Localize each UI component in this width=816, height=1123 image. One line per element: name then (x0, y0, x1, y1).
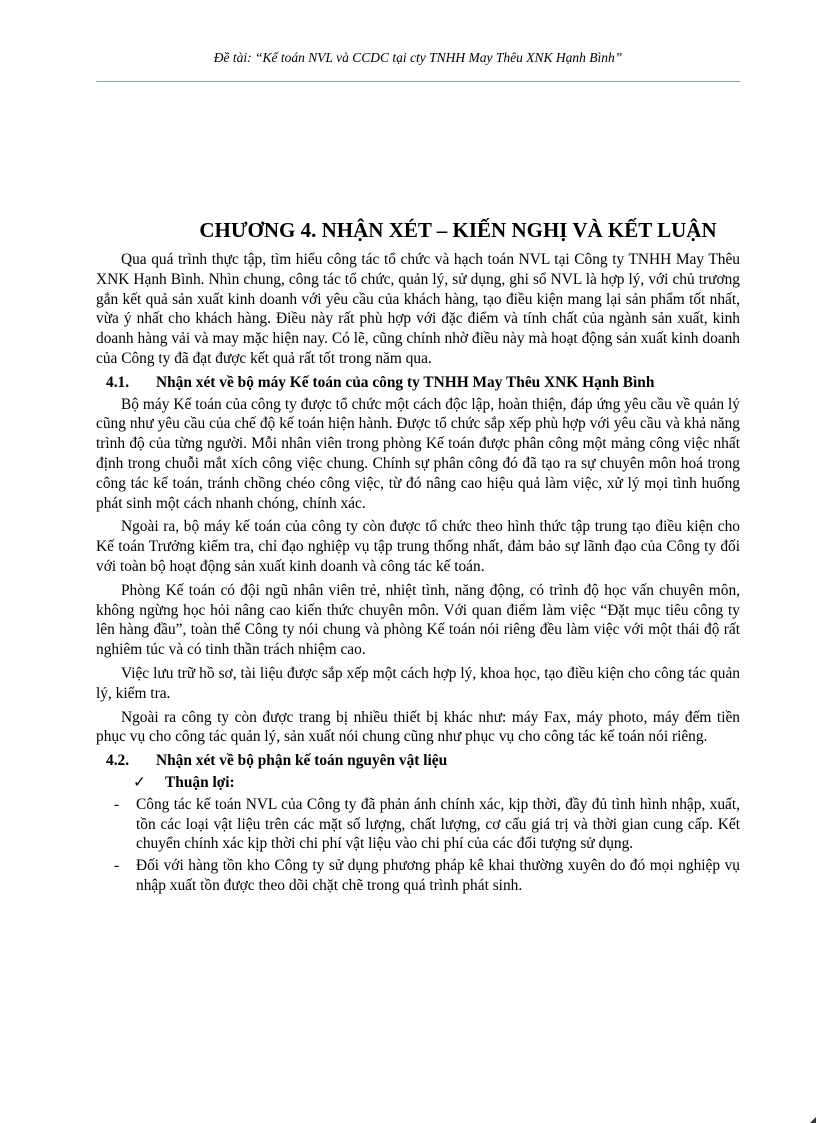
section-heading-4-2 (96, 751, 740, 771)
list-item-text: Công tác kế toán NVL của Công ty đã phản ánh chính xác, kịp thời, đầy đủ tình hình nhập, xuất, tồn các loại vật liệu trên các mặt số lượng, chất lượng, cơ cấu giá trị và thời gian cung cấp. Kết chuyển chính xác kịp thời chi phí vật liệu vào chi phí của các đối tượng sử dụng. (136, 795, 740, 853)
subheading-label: Thuận lợi: (165, 773, 235, 791)
section-number: 4.2. (106, 752, 130, 770)
chapter-title: CHƯƠNG 4. NHẬN XÉT – KIẾN NGHỊ VÀ KẾT LUẬN (199, 218, 717, 242)
section-title: Nhận xét về bộ máy Kế toán của công ty TNHH May Thêu XNK Hạnh Bình (156, 373, 655, 391)
running-header: Đề tài: “Kế toán NVL và CCDC tại cty TNHH May Thêu XNK Hạnh Bình” (213, 50, 623, 65)
checkmark-icon: ✓ (133, 773, 146, 791)
subheading-advantages (96, 773, 740, 793)
paragraph: Việc lưu trữ hồ sơ, tài liệu được sắp xếp một cách hợp lý, khoa học, tạo điều kiện cho công tác quản lý, kiểm tra. (96, 664, 740, 702)
paragraph: Bộ máy Kế toán của công ty được tổ chức một cách độc lập, hoàn thiện, đáp ứng yêu cầu về quản lý cũng như yêu cầu của chế độ kế toán hiện hành. Được tổ chức sắp xếp phù hợp với yêu cầu và khả năng trình độ của từng người. Mỗi nhân viên trong phòng Kế toán được phân công một mảng công việc nhất định trong chuỗi mắt xích công việc chung. Chính sự phân công đó đã tạo ra sự chuyên môn hoá trong công tác kế toán, tránh chồng chéo công việc, từ đó nâng cao hiệu quả làm việc, xử lý mọi tình huống phát sinh một cách nhanh chóng, chính xác. (96, 395, 740, 512)
dash-bullet-icon: - (114, 857, 120, 875)
dash-bullet-icon: - (114, 795, 120, 813)
paragraph: Ngoài ra, bộ máy kế toán của công ty còn được tổ chức theo hình thức tập trung tạo điều kiện cho Kế toán Trưởng kiểm tra, chỉ đạo nghiệp vụ tập trung thống nhất, đảm bảo sự lãnh đạo của Công ty đối với toàn bộ hoạt động sản xuất kinh doanh và công tác kế toán. (96, 518, 740, 575)
paragraph: Phòng Kế toán có đội ngũ nhân viên trẻ, nhiệt tình, năng động, có trình độ học vấn chuyên môn, không ngừng học hỏi nâng cao kiến thức chuyên môn. Với quan điểm làm việc “Đặt mục tiêu công ty lên hàng đầu”, toàn thể Công ty nói chung và phòng Kế toán nói riêng đều làm việc với một thái độ rất nghiêm túc và có tinh thần trách nhiệm cao. (96, 581, 740, 659)
section-heading-4-1 (96, 373, 740, 393)
paragraph: Ngoài ra công ty còn được trang bị nhiều thiết bị khác như: máy Fax, máy photo, máy đếm tiền phục vụ cho công tác quản lý, sản xuất nói chung cũng như phục vụ cho công tác kế toán nói riêng. (96, 708, 740, 746)
section-number: 4.1. (106, 373, 130, 391)
header-rule (96, 81, 740, 82)
list-item-text: Đối với hàng tồn kho Công ty sử dụng phương pháp kê khai thường xuyên do đó mọi nghiệp vụ nhập xuất tồn được theo dõi chặt chẽ trong quá trình phát sinh. (136, 857, 740, 894)
list-item (96, 856, 740, 896)
page-content (96, 218, 740, 898)
list-item (96, 795, 740, 854)
intro-paragraph: Qua quá trình thực tập, tìm hiểu công tác tổ chức và hạch toán NVL tại Công ty TNHH May Thêu XNK Hạnh Bình. Nhìn chung, công tác tổ chức, quản lý, sử dụng, ghi sổ NVL là hợp lý, với chủ trương gắn kết quả sản xuất kinh doanh với yêu cầu của khách hàng, tạo điều kiện mang lại sản phẩm tốt nhất, vừa ý nhất cho khách hàng. Điều này rất phù hợp với đặc điểm và tính chất của ngành sản xuất, kinh doanh hàng vải và may mặc hiện nay. Có lẽ, cũng chính nhờ điều này mà hoạt động sản xuất kinh doanh của Công ty đã đạt được kết quả rất tốt trong năm qua. (96, 251, 740, 367)
page-corner-icon (810, 1117, 816, 1123)
section-title: Nhận xét về bộ phận kế toán nguyên vật liệu (156, 752, 448, 770)
